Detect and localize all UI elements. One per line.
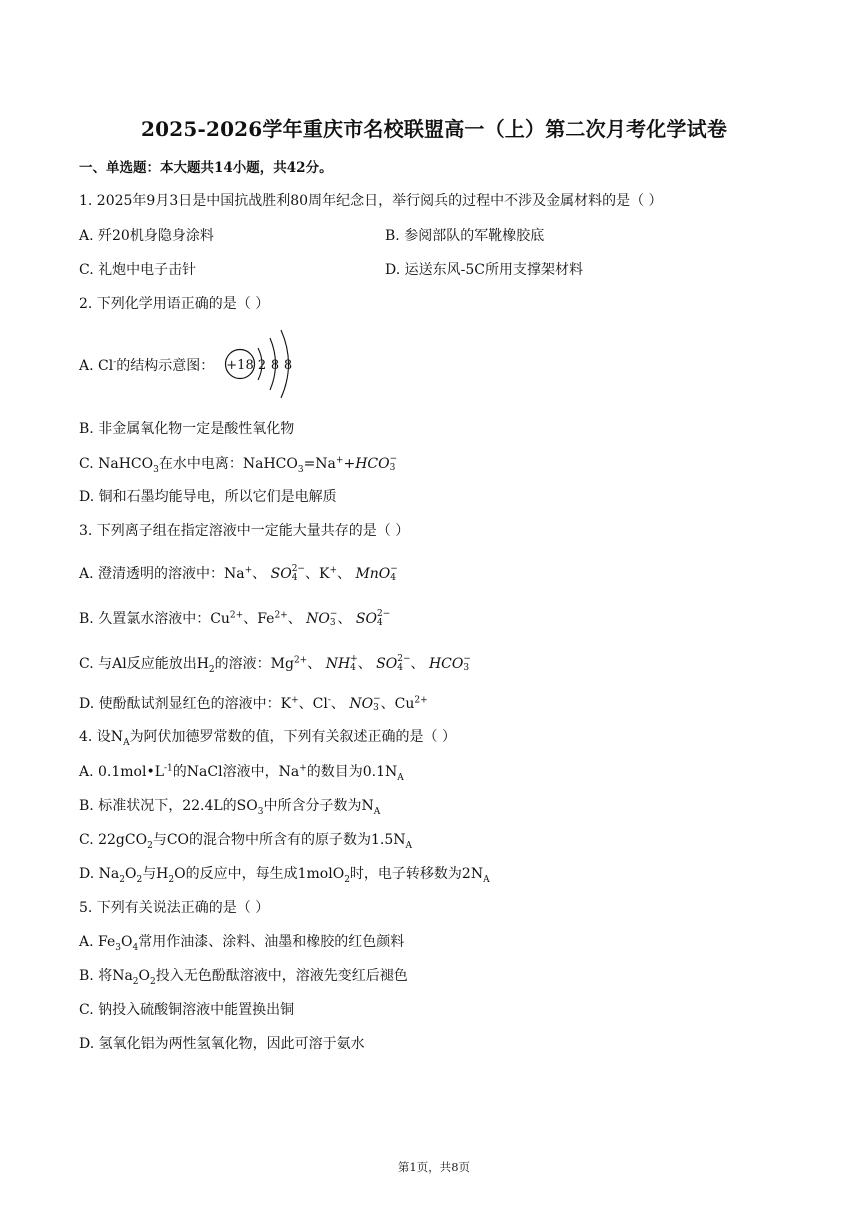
sup: 2− [291, 564, 305, 574]
question-3-stem: 3. 下列离子组在指定溶液中一定能大量共存的是（ ） [79, 523, 410, 539]
page-title: 2025-2026学年重庆市名校联盟高一（上）第二次月考化学试卷 [140, 117, 728, 141]
sub: 2 [119, 874, 125, 885]
sub: A [405, 840, 413, 851]
text: C. 与Al反应能放出H [79, 656, 209, 672]
question-3-option-b [79, 610, 390, 628]
sep: 、 [287, 611, 302, 627]
question-5-option-b [79, 968, 408, 985]
sup: − [373, 694, 381, 704]
text: A. Fe [79, 934, 116, 950]
text: Fe [257, 611, 275, 627]
sup: − [390, 564, 398, 574]
sub: A [397, 772, 404, 783]
text: 常用作油漆、涂料、油墨和橡胶的红色颜料 [138, 934, 405, 950]
text: 时，电子转移数为2N [349, 866, 484, 882]
sub: 3 [463, 663, 470, 673]
ion-so4: SO [376, 656, 398, 672]
chloride-ion-structure-diagram [218, 326, 308, 402]
text: O [124, 866, 137, 882]
question-2-option-d: D. 铜和石墨均能导电，所以它们是电解质 [79, 489, 337, 505]
sub: A [123, 737, 130, 748]
sep: 、 [298, 696, 313, 712]
sub: 3 [115, 942, 121, 953]
sub: 4 [397, 663, 403, 673]
sup: -1 [164, 763, 173, 774]
text: 为阿伏加德罗常数的值，下列有关叙述正确的是（ ） [129, 729, 457, 745]
ion-mno4: MnO [355, 566, 391, 582]
sup: + [244, 565, 253, 576]
ion-no3: NO [306, 611, 330, 627]
text: 的数目为0.1N [306, 764, 398, 780]
sep: 、 [357, 656, 372, 672]
sep: 、 [330, 696, 345, 712]
sub: 4 [291, 573, 298, 583]
sup: 2+ [293, 655, 308, 666]
sep: 、 [337, 611, 352, 627]
sub: 3 [297, 464, 304, 475]
sep: 、 [336, 566, 351, 582]
question-2-option-b: B. 非金属氧化物一定是酸性氧化物 [79, 421, 295, 437]
sup: - [327, 695, 331, 706]
option-a-prefix: A. Cl [79, 358, 114, 374]
sup: 2+ [229, 610, 244, 621]
question-2-option-c [79, 455, 397, 473]
question-4-option-b [79, 798, 380, 815]
text: O [138, 968, 151, 984]
shell-electrons-2: 8 [270, 358, 280, 373]
sup: − [329, 609, 338, 619]
sub: 2 [344, 874, 350, 885]
text: C. 22gCO [79, 832, 148, 848]
sub: 4 [132, 942, 139, 953]
question-1-option-c: C. 礼炮中电子击针 [79, 262, 197, 278]
sep: 、 [380, 696, 395, 712]
sep: 、 [243, 611, 258, 627]
ion: HCO [355, 456, 390, 472]
question-1-option-d: D. 运送东风-5C所用支撑架材料 [385, 262, 583, 278]
sup: 2− [376, 609, 391, 619]
sub: 3 [389, 463, 396, 473]
text: 与CO的混合物中所含有的原子数为1.5N [152, 832, 406, 848]
text: O的反应中，每生成1molO [174, 866, 345, 882]
text: D. 使酚酞试剂显红色的溶液中：K [79, 696, 292, 712]
sep: 、 [252, 566, 267, 582]
question-2-option-a [79, 358, 214, 375]
sup: + [329, 565, 337, 576]
question-1-option-b: B. 参阅部队的军靴橡胶底 [385, 228, 545, 244]
text: K [318, 566, 330, 582]
scripts [350, 655, 358, 673]
scripts [373, 695, 381, 713]
scripts [377, 610, 390, 628]
sup: + [335, 455, 344, 466]
sep: 、 [410, 656, 425, 672]
sup: − [389, 454, 398, 464]
sub: 4 [376, 618, 383, 628]
sub: 3 [257, 806, 264, 817]
text: + [343, 456, 356, 472]
text: 的NaCl溶液中，Na [172, 764, 300, 780]
ion-hco3: HCO [428, 656, 464, 672]
question-5-option-d: D. 氢氧化铝为两性氢氧化物，因此可溶于氨水 [79, 1036, 365, 1052]
page-footer: 第1页，共8页 [397, 1160, 471, 1174]
sub: 2 [208, 664, 215, 675]
sup: 2+ [414, 695, 428, 706]
sub: 4 [350, 663, 356, 673]
text: A. 澄清透明的溶液中：Na [79, 566, 245, 582]
text: 与H [142, 866, 169, 882]
text: Cu [394, 696, 415, 712]
text: O [120, 934, 133, 950]
question-1-stem: 1. 2025年9月3日是中国抗战胜利80周年纪念日，举行阅兵的过程中不涉及金属材料的是（ ） [79, 193, 663, 209]
text: 4. 设N [79, 729, 124, 745]
sub: 3 [153, 464, 159, 475]
ion-so4: SO [270, 566, 292, 582]
ion-nh4: NH [325, 656, 351, 672]
sup: + [350, 654, 358, 664]
text: B. 将Na [79, 968, 133, 984]
charge-sup: - [113, 357, 117, 368]
sup: + [299, 763, 307, 774]
scripts [292, 565, 305, 583]
question-1-option-a: A. 歼20机身隐身涂料 [79, 228, 214, 244]
sup: − [463, 654, 471, 664]
sub: 2 [150, 976, 156, 987]
option-a-suffix: 的结构示意图： [116, 358, 215, 374]
question-5-option-a [79, 934, 404, 951]
shell-electrons-1: 2 [257, 358, 267, 373]
text: B. 久置氯水溶液中：Cu [79, 611, 230, 627]
question-4-option-a [79, 764, 404, 781]
sup: 2+ [274, 610, 288, 621]
sup: 2− [397, 654, 411, 664]
question-3-option-a [79, 565, 398, 583]
text: 投入无色酚酞溶液中，溶液先变红后褪色 [155, 968, 408, 984]
question-5-stem: 5. 下列有关说法正确的是（ ） [79, 900, 270, 916]
ion-scripts [390, 455, 398, 473]
sub: 2 [136, 874, 143, 885]
ion-so4: SO [355, 611, 377, 627]
text: 中所含分子数为N [263, 798, 374, 814]
text: =Na [303, 456, 336, 472]
text: Cl [312, 696, 328, 712]
sub: A [373, 806, 381, 817]
scripts [463, 655, 471, 673]
nucleus-label: +18 [226, 358, 254, 373]
scripts [390, 565, 398, 583]
text: 的溶液：Mg [214, 656, 294, 672]
question-4-option-d [79, 866, 490, 883]
sub: 3 [329, 618, 336, 628]
text: C. NaHCO [79, 456, 154, 472]
sep: 、 [307, 656, 322, 672]
sep: 、 [304, 566, 319, 582]
sub: 2 [132, 976, 139, 987]
ion-no3: NO [349, 696, 374, 712]
section-heading: 一、单选题：本大题共14小题，共42分。 [79, 160, 333, 176]
question-3-option-d [79, 695, 428, 713]
text: 在水中电离：NaHCO [158, 456, 298, 472]
question-3-option-c [79, 655, 471, 673]
sub: 3 [373, 703, 379, 713]
sub: A [483, 874, 490, 885]
sub: 2 [147, 840, 153, 851]
text: D. Na [79, 866, 120, 882]
sup: + [291, 695, 299, 706]
question-4-stem [79, 729, 456, 746]
text: B. 标准状况下，22.4L的SO [79, 798, 258, 814]
sub: 2 [168, 874, 175, 885]
scripts [397, 655, 410, 673]
question-4-option-c [79, 832, 412, 849]
shell-electrons-3: 8 [283, 358, 293, 373]
text: A. 0.1mol•L [79, 764, 165, 780]
question-2-stem: 2. 下列化学用语正确的是（ ） [79, 296, 270, 312]
question-5-option-c: C. 钠投入硫酸铜溶液中能置换出铜 [79, 1002, 295, 1018]
sub: 4 [390, 573, 397, 583]
